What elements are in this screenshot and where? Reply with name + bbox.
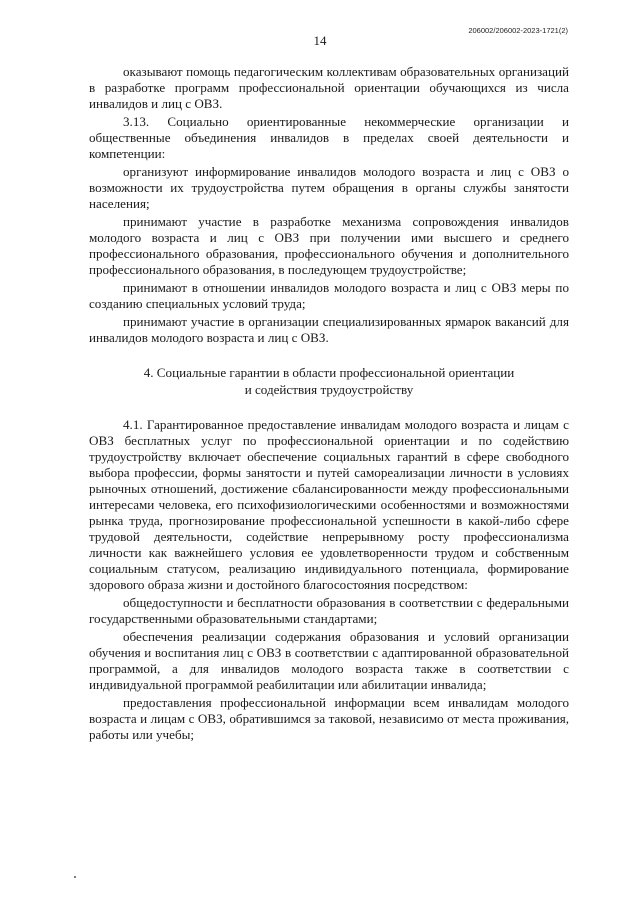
paragraph: оказывают помощь педагогическим коллективам образовательных организаций в разработке программ профессиональной ориентации обучающихся из числа инвалидов и лиц с ОВЗ. [89,64,569,111]
document-id: 206002/206002-2023-1721(2) [468,26,568,35]
paragraph: общедоступности и бесплатности образования в соответствии с федеральными государственными образовательными стандартами; [89,595,569,626]
paragraph: 3.13. Социально ориентированные некоммерческие организации и общественные объединения инвалидов в пределах своей деятельности и компетенции: [89,114,569,161]
page-number: 14 [313,33,327,48]
paragraph: обеспечения реализации содержания образования и условий организации обучения и воспитания лиц с ОВЗ в соответствии с адаптированной образовательной программой, а для инвалидов молодого возраста также в соответствии с индивидуальной программой реабилитации или абилитации инвалида; [89,629,569,692]
section-heading-line: и содействия трудоустройству [244,381,414,397]
scan-speck [74,876,76,878]
paragraph: 4.1. Гарантированное предоставление инвалидам молодого возраста и лицам с ОВЗ бесплатных услуг по профессиональной ориентации и по содействию трудоустройству включает обеспечение социальных гарантий в сфере свободного выбора профессии, формы занятости и путей самореализации личности в условиях рыночных отношений, достижение сбалансированности между профессиональными интересами человека, его психофизиологическими особенностями и возможностями рынка труда, прогнозирование профессиональной успешности в какой-либо сфере трудовой деятельности, содействие непрерывному росту профессионализма личности как важнейшего условия ее удовлетворенности трудом и собственным социальным статусом, реализацию индивидуального потенциала, формирование здорового образа жизни и достойного благосостояния посредством: [89,417,569,592]
document-body [89,64,569,743]
section-heading-line: 4. Социальные гарантии в области профессиональной ориентации [143,365,515,380]
paragraph: принимают в отношении инвалидов молодого возраста и лиц с ОВЗ меры по созданию специальных условий труда; [89,280,569,311]
section-heading [89,365,569,398]
paragraph: организуют информирование инвалидов молодого возраста и лиц с ОВЗ о возможности их трудоустройства путем обращения в органы службы занятости населения; [89,164,569,211]
paragraph: принимают участие в организации специализированных ярмарок вакансий для инвалидов молодого возраста и лиц с ОВЗ. [89,314,569,345]
paragraph: предоставления профессиональной информации всем инвалидам молодого возраста и лицам с ОВЗ, обратившимся за таковой, независимо от места проживания, работы или учебы; [89,695,569,742]
paragraph: принимают участие в разработке механизма сопровождения инвалидов молодого возраста и лиц с ОВЗ при получении ими высшего и среднего профессионального образования, профессионального обучения и дополнительного профессионального образования, в последующем трудоустройстве; [89,214,569,277]
